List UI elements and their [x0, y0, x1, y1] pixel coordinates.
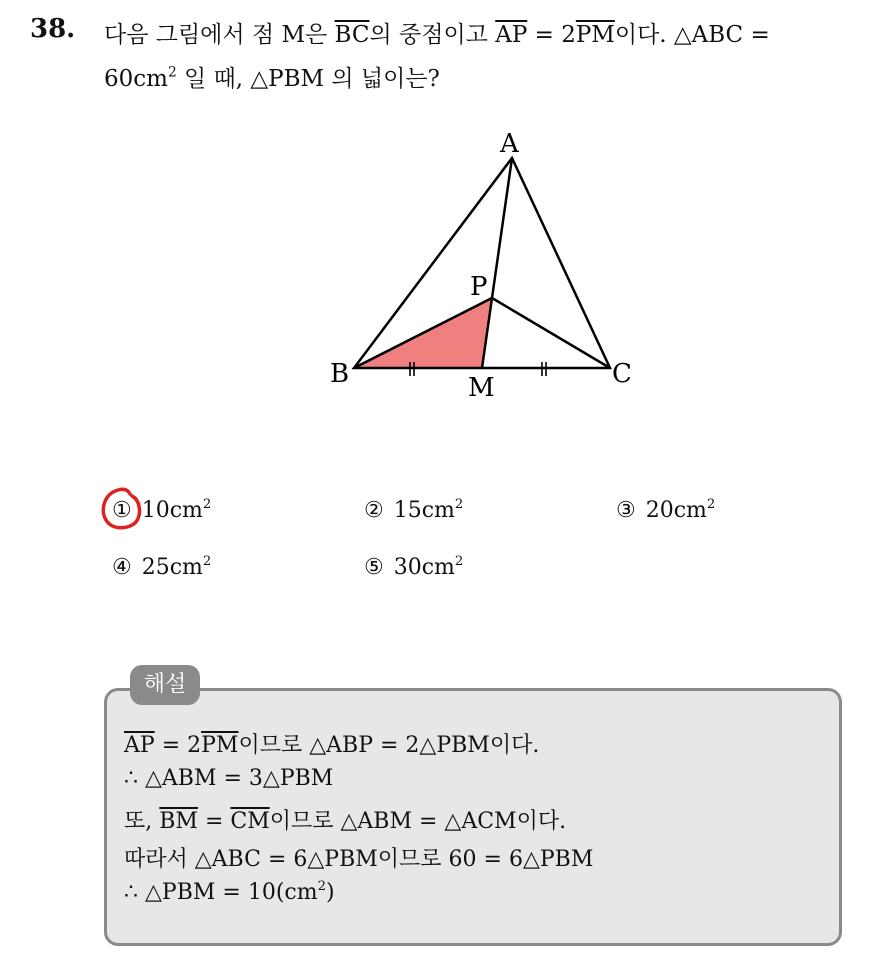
segment-pm: $\overline{PM}$ [575, 22, 615, 48]
solution-line-3: 또, $\overline{BM} = \overline{CM}$이므로 △ABM = △ACM이다. [124, 809, 567, 834]
choice-5[interactable]: ⑤ $30cm^2$ [364, 553, 464, 580]
choice-2[interactable]: ② $15cm^2$ [364, 496, 464, 523]
segment-bc: $\overline{BC}$ [334, 22, 370, 48]
label-p: P [470, 272, 488, 302]
label-a: A [500, 129, 519, 159]
choice-3[interactable]: ③ $20cm^2$ [616, 496, 716, 523]
label-b: B [330, 359, 350, 389]
solution-line-4: 따라서 △ABC = 6△PBM이므로 60 = 6△PBM [124, 847, 594, 872]
question-text-line-1: 다음 그림에서 점 M은 $\overline{BC}$의 중점이고 $\overline{AP} = 2\overline{PM}$이다. △ABC = [104, 22, 770, 48]
solution-line-2: ∴ △ABM = 3△PBM [124, 766, 334, 791]
question-text-line-2: $60cm^2$ 일 때, △PBM 의 넓이는? [104, 64, 440, 92]
segment-ap: $\overline{AP}$ [495, 22, 528, 48]
choice-4[interactable]: ④ $25cm^2$ [112, 553, 212, 580]
solution-line-5: ∴ △PBM = $10(cm^2)$ [124, 878, 335, 905]
label-c: C [612, 359, 632, 389]
question-number: 38. [30, 14, 76, 44]
solution-line-1: $\overline{AP} = 2\overline{PM}$이므로 △ABP = 2△PBM이다. [124, 733, 540, 758]
solution-tag: 해설 [130, 665, 200, 705]
label-m: M [468, 373, 495, 403]
choice-1[interactable]: ① $10cm^2$ [112, 496, 212, 523]
